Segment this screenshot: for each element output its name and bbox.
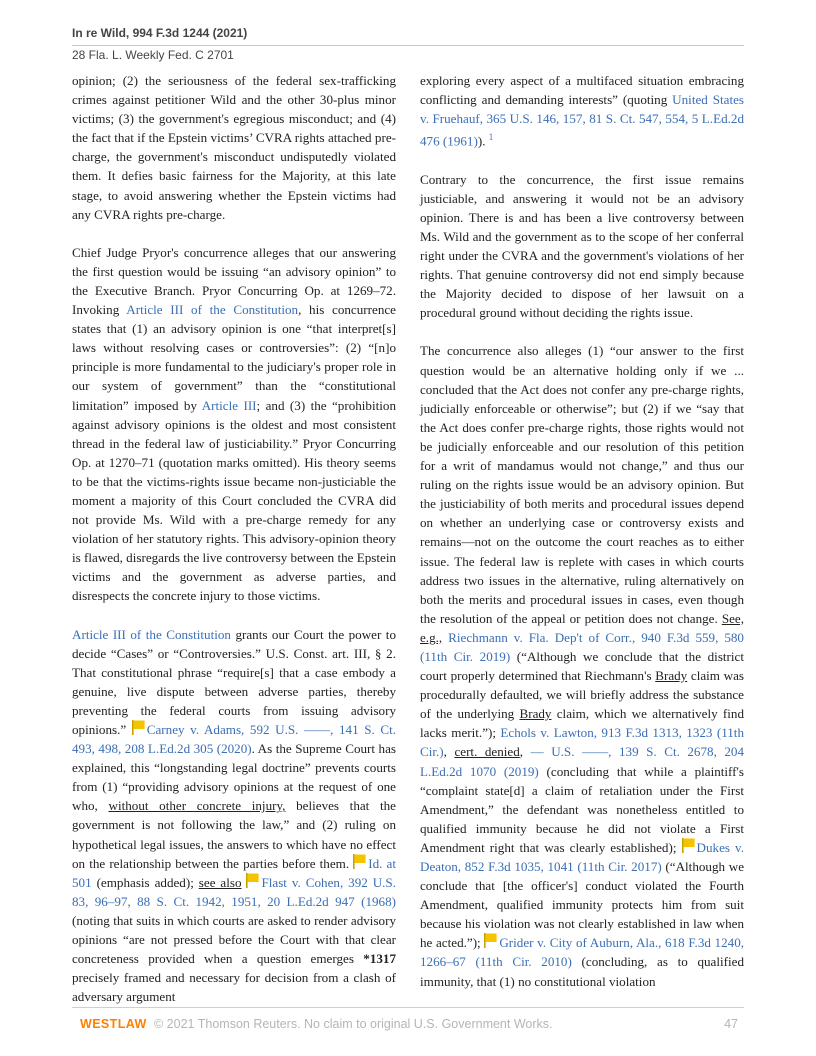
citation-link[interactable]: Id. at 501 bbox=[72, 855, 396, 890]
flag-icon[interactable] bbox=[132, 720, 145, 735]
paragraph: The concurrence also alleges (1) “our answer to the first question would be an alternative holding only if we ... concluded that the Act does not confer any pre-charge rights, judicially enforceable or otherwise”; but (2) if we “say that the Act does confer pre-charge rights, those rights would not be judicially enforceable and our resolution of this petition for a writ of mandamus would not change,” and thus our ruling on the rights issue would be an advisory opinion. But the justiciability of both merits and procedural issues depend on whether an underlying case or controversy exists and remains—not on the outcome the court reaches as to either issue. The federal law is replete with cases in which courts address two issues in the alternative, ruling alternatively on both the merits and procedural issues in cases, even though the resolution of the appeal or petition does not change. See, e.g., Riechmann v. Fla. Dep't of Corr., 940 F.3d 559, 580 (11th Cir. 2019) (“Although we conclude that the district court properly determined that Riechmann's Brady claim was procedurally defaulted, we will briefly address the substance of the underlying Brady claim, which we alternatively find lacks merit.”); Echols v. Lawton, 913 F.3d 1313, 1323 (11th Cir.), cert. denied, –– U.S. ––––, 139 S. Ct. 2678, 204 L.Ed.2d 1070 (2019) (concluding that while a plaintiff's “complaint state[d] a claim of retaliation under the First Amendment,” the defendant was nonetheless entitled to qualified immunity because he did not violate a First Amendment right that was clearly established); Dukes v. Deaton, 852 F.3d 1035, 1041 (11th Cir. 2017) (“Although we conclude that [the officer's] conduct violated the Fourth Amendment, qualified immunity protects him from suit because his violation was not clearly established in law when he acted.”); Grider v. City of Auburn, Ala., 618 F.3d 1240, 1266–67 (11th Cir. 2010) (concluding, as to qualified immunity, that (1) no constitutional violation bbox=[420, 343, 745, 989]
header-divider bbox=[72, 45, 744, 46]
star-page: *1317 bbox=[363, 951, 396, 967]
page-footer bbox=[72, 1007, 744, 1038]
citation-link[interactable]: Article III bbox=[201, 397, 257, 413]
paragraph: Chief Judge Pryor's concurrence alleges that our answering the first question would be issuing “an advisory opinion” to the Executive Branch. Pryor Concurring Op. at 1269–72. Invoking Article III of the Constitution, his concurrence states that (1) an advisory opinion is one “that interpret[s] laws without resolving cases or controversies”: (2) “[n]o principle is more fundamental to the judiciary's proper role in our system of government” than the “constitutional limitation” imposed by Article III; and (3) the “prohibition against advisory opinions is the oldest and most consistent thread in the federal law of justiciability.” Pryor Concurring Op. at 1270–71 (quotation marks omitted). His theory seems to be that the victims-rights issue became non-justiciable the moment a majority of this Court concluded the CVRA did not provide Ms. Wild with a pre-charge remedy for any violation of her statutory rights. This advisory-opinion theory is flawed, disregards the live controversy between the Epstein victims and the government as adverse parties, and disrespects the concrete injury to those victims. bbox=[72, 244, 396, 604]
citation-link[interactable]: Grider v. City of Auburn, Ala., 618 F.3d 1240, 1266–67 (11th Cir. 2010) bbox=[420, 935, 745, 970]
citation-link[interactable]: Article III of the Constitution bbox=[72, 626, 231, 642]
paragraph: opinion; (2) the seriousness of the federal sex-trafficking crimes against petitioner Wild and the other 30-plus minor victims; (3) the government's egregious misconduct; and (4) the fact that if the Epstein victims’ CVRA rights attached pre-charge, the government's misconduct undisputedly violated them. It defies basic fairness for the Majority, at this late stage, to avoid answering whether the Epstein victims had any CVRA rights pre-charge. bbox=[72, 73, 396, 222]
flag-icon[interactable] bbox=[353, 854, 366, 869]
citation-link[interactable]: Riechmann v. Fla. Dep't of Corr., 940 F.3d 559, 580 (11th Cir. 2019) bbox=[420, 629, 744, 664]
flag-icon[interactable] bbox=[246, 873, 259, 888]
paragraph: exploring every aspect of a multifaced situation embracing conflicting and demanding interests” (quoting United States v. Fruehauf, 365 U.S. 146, 157, 81 S. Ct. 547, 554, 5 L.Ed.2d 476 (1961)). $^1$ bbox=[420, 73, 744, 149]
left-column bbox=[72, 71, 396, 1006]
case-title: In re Wild, 994 F.3d 1244 (2021) bbox=[72, 26, 248, 40]
copyright-notice: © 2021 Thomson Reuters. No claim to original U.S. Government Works. bbox=[154, 1017, 553, 1031]
citation-link[interactable]: Echols v. Lawton, 913 F.3d 1313, 1323 (11th Cir.) bbox=[420, 725, 744, 760]
citation-link[interactable]: –– U.S. ––––, 139 S. Ct. 2678, 204 L.Ed.2d 1070 (2019) bbox=[420, 744, 745, 779]
page-header bbox=[72, 26, 744, 62]
flag-icon[interactable] bbox=[682, 838, 695, 853]
paragraph: Contrary to the concurrence, the first issue remains justiciable, and answering it would not be an advisory opinion. There is and has been a live controversy between Ms. Wild and the government as to the scope of her conferral right under the CVRA and the government's violations of her rights. That genuine controversy did not end simply because the Majority decided to dispose of her lawsuit on a procedural ground without deciding the rights issue. bbox=[420, 171, 744, 321]
paragraph: Article III of the Constitution grants our Court the power to decide “Cases” or “Controversies.” U.S. Const. art. III, § 2. That constitutional phrase “require[s] that a case embody a genuine, live dispute between adverse parties, thereby preventing the federal courts from issuing advisory opinions.” Carney v. Adams, 592 U.S. ––––, 141 S. Ct. 493, 498, 208 L.Ed.2d 305 (2020). As the Supreme Court has explained, this “longstanding legal doctrine” prevents courts from (1) “providing advisory opinions at the request of one who, without other concrete injury, believes that the government is not following the law,” and (2) ruling on hypothetical legal issues, the answers to which have no effect on the relationship between the parties before them. Id. at 501 (emphasis added); see also Flast v. Cohen, 392 U.S. 83, 96–97, 88 S. Ct. 1942, 1951, 20 L.Ed.2d 947 (1968) (noting that suits in which courts are asked to render advisory opinions “are not pressed before the Court with that clear concreteness provided when a question emerges *1317 precisely framed and necessary for decision from a clash of adversary argument bbox=[72, 626, 396, 1005]
reporter-citation: 28 Fla. L. Weekly Fed. C 2701 bbox=[72, 48, 234, 62]
citation-link[interactable]: Dukes v. Deaton, 852 F.3d 1035, 1041 (11th Cir. 2017) bbox=[420, 839, 744, 875]
page-number: 47 bbox=[724, 1017, 738, 1031]
westlaw-logo: WESTLAW bbox=[80, 1017, 147, 1031]
citation-link[interactable]: Carney v. Adams, 592 U.S. ––––, 141 S. Ct. 493, 498, 208 L.Ed.2d 305 (2020) bbox=[72, 722, 396, 757]
citation-link[interactable]: Flast v. Cohen, 392 U.S. 83, 96–97, 88 S. Ct. 1942, 1951, 20 L.Ed.2d 947 (1968) bbox=[72, 874, 396, 909]
citation-link[interactable]: Article III of the Constitution bbox=[126, 302, 299, 318]
right-column bbox=[420, 71, 744, 991]
flag-icon[interactable] bbox=[484, 933, 497, 948]
footnote-link[interactable]: 1 bbox=[488, 132, 494, 143]
citation-link[interactable]: United States v. Fruehauf, 365 U.S. 146, 157, 81 S. Ct. 547, 554, 5 L.Ed.2d 476 (1961) bbox=[420, 92, 744, 149]
